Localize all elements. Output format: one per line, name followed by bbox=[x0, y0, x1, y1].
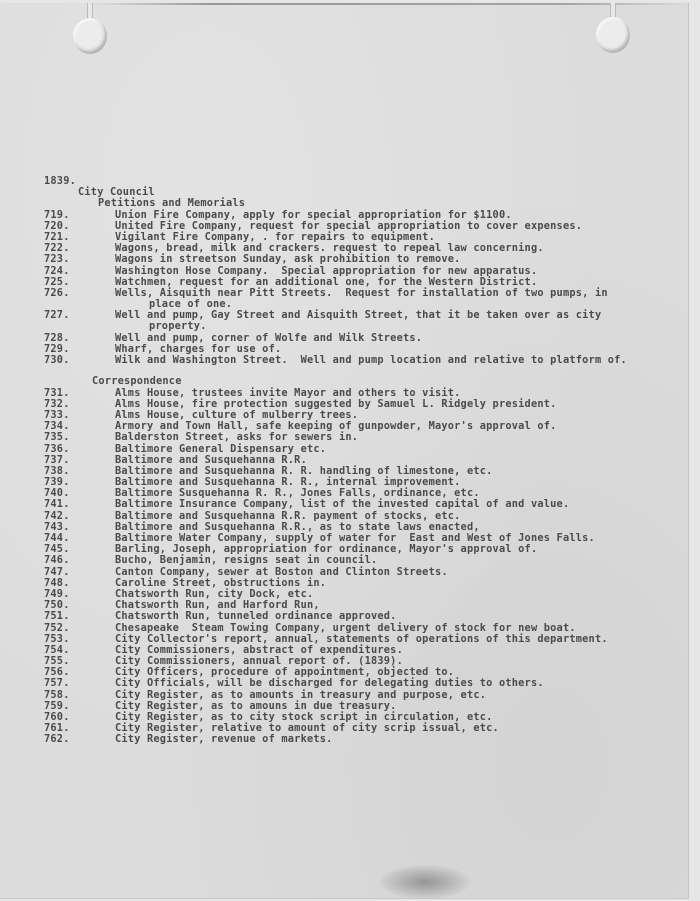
entry-text: Wagons in streetson Sunday, ask prohibition to remove. bbox=[115, 253, 461, 266]
entry-text: City Collector's report, annual, statements of operations of this department. bbox=[115, 632, 608, 645]
entry-text: Chatsworth Run, and Harford Run, bbox=[115, 599, 320, 612]
entry-text: Alms House, fire protection suggested by Samuel L. Ridgely president. bbox=[115, 397, 557, 410]
entry-number: 756. bbox=[44, 666, 70, 679]
entry-number: 748. bbox=[44, 576, 70, 589]
index-entry bbox=[44, 555, 684, 566]
year-heading: 1839. bbox=[44, 175, 76, 187]
entry-text: City Officers, procedure of appointment, objected to. bbox=[115, 666, 455, 679]
entry-number: 747. bbox=[44, 565, 70, 578]
entry-text: Baltimore Susquehanna R. R., Jones Falls, ordinance, etc. bbox=[115, 487, 480, 500]
index-entry bbox=[44, 678, 684, 689]
petitions-list bbox=[44, 210, 684, 367]
typewritten-index bbox=[44, 176, 684, 746]
index-entry bbox=[44, 310, 684, 321]
entry-number: 760. bbox=[44, 711, 70, 723]
entry-text: United Fire Company, request for special appropriation to cover expenses. bbox=[115, 219, 583, 232]
entry-text: Well and pump, Gay Street and Aisquith Street, that it be taken over as city bbox=[115, 309, 602, 322]
entry-number: 761. bbox=[44, 722, 70, 735]
correspondence-list bbox=[44, 388, 684, 746]
entry-text: Baltimore and Susquehanna R.R. payment of stocks, etc. bbox=[115, 509, 461, 522]
entry-text: City Commissioners, abstract of expenditures. bbox=[115, 643, 403, 656]
entry-number: 759. bbox=[44, 699, 70, 712]
index-entry bbox=[44, 254, 684, 265]
entry-number: 739. bbox=[44, 476, 70, 489]
entry-number: 731. bbox=[44, 386, 70, 399]
punch-hole-left bbox=[73, 18, 107, 54]
entry-text: Washington Hose Company. Special appropriation for new apparatus. bbox=[115, 264, 538, 277]
entry-number: 720. bbox=[44, 219, 70, 232]
entry-text: Union Fire Company, apply for special appropriation for $1100. bbox=[115, 208, 512, 221]
section-heading: Correspondence bbox=[92, 375, 182, 388]
entry-text: Canton Company, sewer at Boston and Clinton Streets. bbox=[115, 565, 448, 578]
entry-number: 753. bbox=[44, 632, 70, 645]
entry-number: 754. bbox=[44, 643, 70, 656]
entry-text: Chatsworth Run, city Dock, etc. bbox=[115, 587, 314, 600]
entry-text: City Register, as to amouns in due treasury. bbox=[115, 699, 397, 712]
punch-hole-right bbox=[596, 17, 630, 53]
entry-number: 726. bbox=[44, 286, 70, 299]
entry-number: 728. bbox=[44, 331, 70, 344]
entry-text: Baltimore General Dispensary etc. bbox=[115, 442, 327, 455]
entry-number: 758. bbox=[44, 688, 70, 701]
entry-number: 744. bbox=[44, 532, 70, 544]
body-heading: City Council bbox=[78, 186, 155, 199]
entry-text: City Register, revenue of markets. bbox=[115, 733, 333, 746]
document-page bbox=[0, 3, 689, 899]
ink-smudge bbox=[380, 865, 470, 899]
entry-number: 738. bbox=[44, 464, 70, 477]
index-entry bbox=[44, 734, 684, 745]
entry-text: Baltimore and Susquehanna R.R., as to state laws enacted, bbox=[115, 520, 480, 533]
entry-number: 752. bbox=[44, 621, 70, 634]
entry-text: Balderston Street, asks for sewers in. bbox=[115, 431, 359, 444]
entry-number: 734. bbox=[44, 420, 70, 433]
entry-text: City Commissioners, annual report of. (1839). bbox=[115, 655, 403, 668]
entry-text: Alms House, culture of mulberry trees. bbox=[115, 408, 359, 421]
entry-number: 732. bbox=[44, 397, 70, 410]
entry-text: Baltimore Insurance Company, list of the invested capital of and value. bbox=[115, 498, 570, 511]
entry-text: Vigilant Fire Company, . for repairs to equipment. bbox=[115, 230, 435, 243]
entry-number: 719. bbox=[44, 208, 70, 221]
entry-text: Well and pump, corner of Wolfe and Wilk Streets. bbox=[115, 331, 423, 344]
entry-number: 751. bbox=[44, 610, 70, 623]
entry-text: City Officials, will be discharged for delegating duties to others. bbox=[115, 677, 544, 690]
entry-number: 755. bbox=[44, 655, 70, 668]
entry-number: 725. bbox=[44, 275, 70, 288]
index-entry bbox=[44, 432, 684, 443]
page-top-edge bbox=[90, 3, 690, 5]
entry-number: 749. bbox=[44, 587, 70, 600]
entry-number: 741. bbox=[44, 498, 70, 511]
entry-text: Chatsworth Run, tunneled ordinance approved. bbox=[115, 610, 397, 623]
section-heading: Petitions and Memorials bbox=[98, 197, 246, 210]
entry-text: Wells, Aisquith near Pitt Streets. Request for installation of two pumps, in bbox=[115, 286, 608, 299]
entry-text: City Register, as to amounts in treasury and purpose, etc. bbox=[115, 688, 487, 701]
entry-number: 762. bbox=[44, 733, 70, 746]
index-entry bbox=[44, 355, 684, 366]
entry-number: 721. bbox=[44, 230, 70, 243]
entry-number: 730. bbox=[44, 354, 70, 366]
entry-number: 723. bbox=[44, 253, 70, 266]
entry-number: 743. bbox=[44, 520, 70, 533]
entry-number: 736. bbox=[44, 442, 70, 455]
entry-number: 735. bbox=[44, 431, 70, 444]
entry-text: Barling, Joseph, appropriation for ordinance, Mayor's approval of. bbox=[115, 543, 538, 556]
entry-text: Watchmen, request for an additional one, for the Western District. bbox=[115, 275, 538, 288]
entry-text: Wharf, charges for use of. bbox=[115, 342, 282, 355]
entry-text: Armory and Town Hall, safe keeping of gunpowder, Mayor's approval of. bbox=[115, 420, 557, 433]
entry-continuation: place of one. bbox=[149, 298, 233, 311]
index-entry bbox=[44, 266, 684, 277]
index-entry bbox=[44, 288, 684, 299]
entry-text: Wilk and Washington Street. Well and pump location and relative to platform of. bbox=[115, 354, 627, 366]
entry-number: 740. bbox=[44, 487, 70, 500]
entry-number: 733. bbox=[44, 408, 70, 421]
entry-number: 742. bbox=[44, 509, 70, 522]
entry-number: 746. bbox=[44, 554, 70, 567]
index-entry bbox=[44, 499, 684, 510]
entry-text: Baltimore and Susquehanna R. R., internal improvement. bbox=[115, 476, 461, 489]
entry-text: City Register, as to city stock script in circulation, etc. bbox=[115, 711, 493, 723]
entry-text: City Register, relative to amount of city scrip issual, etc. bbox=[115, 722, 499, 735]
entry-number: 727. bbox=[44, 309, 70, 322]
index-entry bbox=[44, 611, 684, 622]
entry-text: Wagons, bread, milk and crackers. request to repeal law concerning. bbox=[115, 242, 544, 255]
entry-number: 724. bbox=[44, 264, 70, 277]
entry-number: 729. bbox=[44, 342, 70, 355]
entry-text: Baltimore and Susquehanna R. R. handling of limestone, etc. bbox=[115, 464, 493, 477]
entry-text: Alms House, trustees invite Mayor and others to visit. bbox=[115, 386, 461, 399]
entry-continuation: property. bbox=[149, 320, 207, 333]
entry-text: Baltimore Water Company, supply of water for East and West of Jones Falls. bbox=[115, 532, 595, 544]
entry-number: 757. bbox=[44, 677, 70, 690]
entry-number: 722. bbox=[44, 242, 70, 255]
index-entry bbox=[44, 623, 684, 634]
entry-number: 750. bbox=[44, 599, 70, 612]
hole-tab-left bbox=[87, 3, 93, 19]
entry-number: 737. bbox=[44, 453, 70, 466]
entry-text: Chesapeake Steam Towing Company, urgent delivery of stock for new boat. bbox=[115, 621, 576, 634]
entry-number: 745. bbox=[44, 543, 70, 556]
index-entry bbox=[44, 444, 684, 455]
entry-text: Caroline Street, obstructions in. bbox=[115, 576, 327, 589]
entry-text: Bucho, Benjamin, resigns seat in council. bbox=[115, 554, 378, 567]
entry-text: Baltimore and Susquehanna R.R. bbox=[115, 453, 307, 466]
